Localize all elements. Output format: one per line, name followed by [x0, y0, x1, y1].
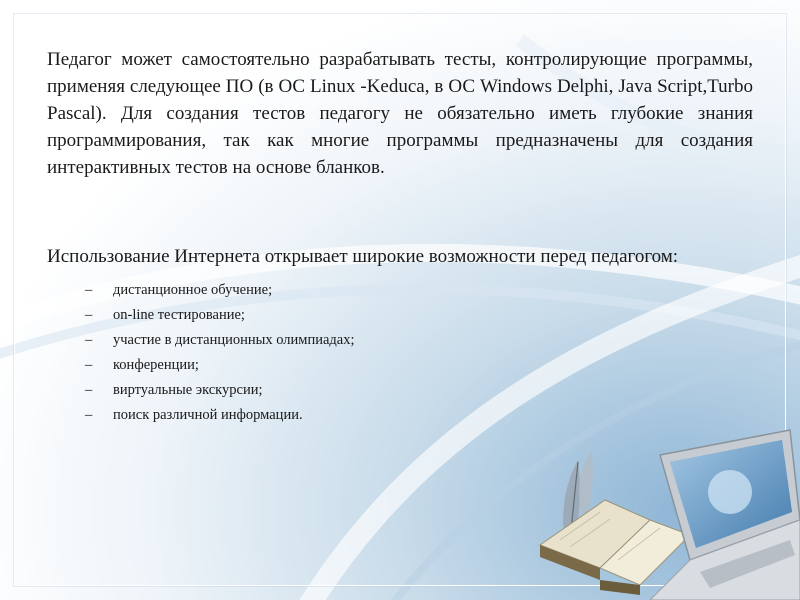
list-item — [85, 378, 753, 403]
list-item-text: дистанционное обучение; — [113, 282, 273, 298]
list-bullet: – — [85, 382, 93, 398]
list-bullet: – — [85, 407, 93, 423]
list-bullet: – — [85, 307, 93, 323]
list-item — [85, 353, 753, 378]
list-item — [85, 403, 753, 428]
list-item-text: виртуальные экскурсии; — [113, 382, 263, 398]
possibilities-list — [47, 278, 753, 428]
intro-paragraph: Педагог может самостоятельно разрабатывать тесты, контролирующие программы, применяя следующее ПО (в ОС Linux -Keduca, в ОС Windows Delphi, Java Script,Turbo Pascal). Для создания тестов педагогу не обязательно иметь глубокие знания программирования, так как многие программы предназначены для создания интерактивных тестов на основе бланков. — [47, 49, 753, 178]
list-item — [85, 328, 753, 353]
list-item-text: участие в дистанционных олимпиадах; — [113, 332, 355, 348]
list-bullet: – — [85, 282, 93, 298]
list-item-text: поиск различной информации. — [113, 407, 303, 423]
internet-paragraph: Использование Интернета открывает широкие возможности перед педагогом: — [47, 246, 679, 267]
list-bullet: – — [85, 357, 93, 373]
list-bullet: – — [85, 332, 93, 348]
list-item — [85, 303, 753, 328]
list-item-text: конференции; — [113, 357, 199, 373]
slide-content — [47, 46, 753, 428]
list-item — [85, 278, 753, 303]
list-item-text: on-line тестирование; — [113, 307, 245, 323]
